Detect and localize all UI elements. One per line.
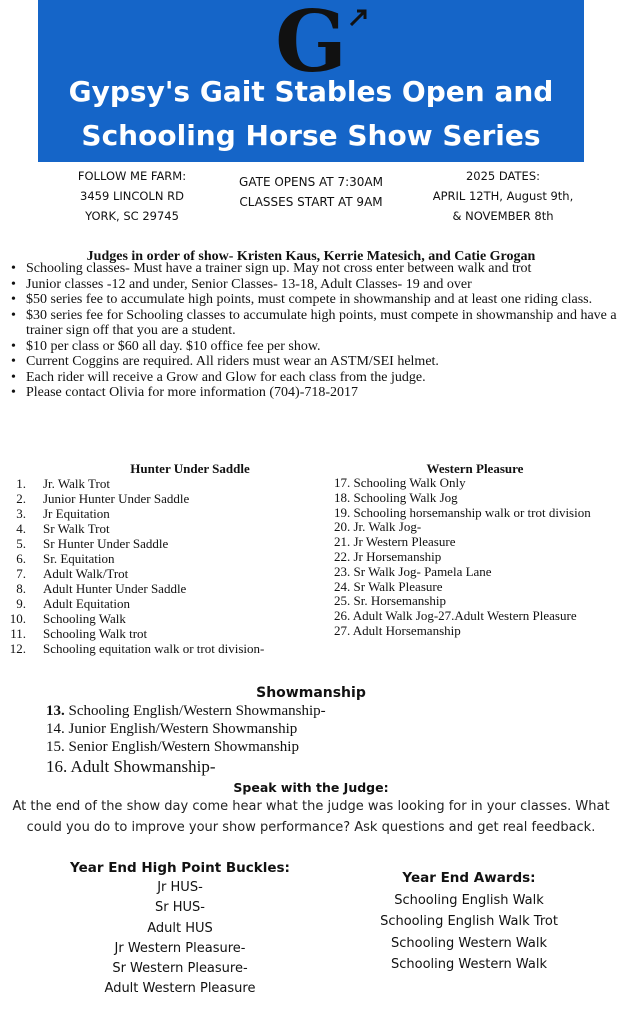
class-number: 10. bbox=[9, 611, 26, 626]
rule-item: • Please contact Olivia for more information (704)-718-2017 bbox=[10, 385, 618, 401]
logo-arrow-icon bbox=[350, 8, 368, 26]
class-name: Junior Hunter Under Saddle bbox=[43, 491, 190, 506]
class-item bbox=[8, 641, 328, 656]
class-item bbox=[8, 611, 328, 626]
buckle-item: Sr Western Pleasure- bbox=[112, 961, 248, 977]
class-item: 27. Adult Horsemanship bbox=[334, 622, 461, 638]
times-info bbox=[222, 172, 400, 212]
speak-title: Speak with the Judge: bbox=[233, 780, 389, 795]
class-name: Sr Walk Trot bbox=[43, 521, 110, 536]
class-name: Schooling Walk trot bbox=[43, 626, 148, 641]
class-name: Adult Hunter Under Saddle bbox=[43, 581, 187, 596]
class-number: 2. bbox=[16, 491, 26, 506]
buckle-item: Adult Western Pleasure bbox=[104, 981, 256, 997]
awards-section bbox=[362, 868, 576, 976]
rules-list bbox=[10, 261, 618, 401]
class-number: 1. bbox=[16, 476, 26, 491]
times-line-1: GATE OPENS AT 7:30AM bbox=[239, 175, 383, 189]
award-item: Schooling English Walk Trot bbox=[380, 914, 558, 929]
buckle-item: Sr HUS- bbox=[155, 900, 205, 916]
class-number: 5. bbox=[16, 536, 26, 551]
award-item: Schooling Western Walk bbox=[391, 935, 547, 951]
rule-item: • Each rider will receive a Grow and Glow for each class from the judge. bbox=[10, 370, 618, 386]
class-item bbox=[8, 506, 328, 521]
class-item: 25. Sr. Horsemanship bbox=[334, 593, 446, 609]
class-number: 7. bbox=[16, 566, 26, 581]
class-number: 6. bbox=[16, 551, 26, 566]
class-item: 24. Sr Walk Pleasure bbox=[334, 578, 443, 594]
award-item: Schooling English Walk bbox=[394, 892, 544, 908]
class-item bbox=[8, 626, 328, 641]
class-item: 15. Senior English/Western Showmanship bbox=[46, 739, 299, 755]
header-banner bbox=[38, 0, 584, 162]
hunter-class-list bbox=[8, 476, 328, 656]
class-item bbox=[8, 491, 328, 506]
dates-line-1: 2025 DATES: bbox=[465, 169, 540, 183]
dates-info bbox=[408, 166, 598, 226]
class-name: Schooling Walk bbox=[43, 611, 126, 626]
class-name: Schooling equitation walk or trot division- bbox=[43, 641, 265, 656]
rule-item: • Current Coggins are required. All riders must wear an ASTM/SEI helmet. bbox=[10, 354, 618, 370]
class-item: 19. Schooling horsemanship walk or trot division bbox=[334, 504, 591, 520]
showmanship-list bbox=[46, 702, 486, 778]
class-item bbox=[8, 536, 328, 551]
rule-item: • $30 series fee for Schooling classes to accumulate high points, must compete in showmanship and have a trainer sign off that you are a student. bbox=[10, 308, 618, 339]
western-class-list bbox=[334, 476, 619, 639]
class-item: 23. Sr Walk Jog- Pamela Lane bbox=[334, 563, 492, 579]
venue-line-2: 3459 LINCOLN RD bbox=[80, 189, 184, 203]
venue-line-1: FOLLOW ME FARM: bbox=[77, 169, 187, 183]
venue-line-3: YORK, SC 29745 bbox=[85, 209, 179, 223]
class-number: 9. bbox=[16, 596, 26, 611]
class-item: 22. Jr Horsemanship bbox=[334, 548, 442, 564]
class-item bbox=[8, 596, 328, 611]
buckle-item: Jr Western Pleasure- bbox=[114, 940, 246, 956]
class-number: 4. bbox=[16, 521, 26, 536]
rule-item: • $50 series fee to accumulate high points, must compete in showmanship and at least one riding class. bbox=[10, 292, 618, 308]
awards-title: Year End Awards: bbox=[402, 870, 536, 886]
class-name: Adult Walk/Trot bbox=[43, 566, 129, 581]
class-item bbox=[8, 581, 328, 596]
showmanship-title: Showmanship bbox=[256, 685, 366, 701]
buckle-item: Jr HUS- bbox=[157, 880, 203, 896]
dates-line-3: & NOVEMBER 8th bbox=[452, 209, 554, 223]
class-item bbox=[46, 702, 486, 720]
class-number: 3. bbox=[16, 506, 26, 521]
class-name: Jr. Walk Trot bbox=[43, 476, 110, 491]
class-name: Jr Equitation bbox=[43, 506, 110, 521]
class-item: 14. Junior English/Western Showmanship bbox=[46, 721, 298, 737]
class-name: Adult Equitation bbox=[43, 596, 131, 611]
judges-heading: Judges in order of show- Kristen Kaus, Kerrie Matesich, and Catie Grogan bbox=[86, 249, 536, 264]
rule-item: • $10 per class or $60 all day. $10 office fee per show. bbox=[10, 339, 618, 355]
rule-item: • Junior classes -12 and under, Senior Classes- 13-18, Adult Classes- 19 and over bbox=[10, 277, 618, 293]
class-name: Schooling English/Western Showmanship- bbox=[68, 703, 326, 719]
buckle-item: Adult HUS bbox=[147, 920, 213, 936]
class-item: 18. Schooling Walk Jog bbox=[334, 489, 458, 505]
logo-letter: G bbox=[275, 0, 347, 91]
class-number: 8. bbox=[16, 581, 26, 596]
class-item bbox=[8, 476, 328, 491]
buckles-title: Year End High Point Buckles: bbox=[70, 860, 290, 876]
class-item: 16. Adult Showmanship- bbox=[46, 757, 216, 776]
class-name: Sr Hunter Under Saddle bbox=[43, 536, 169, 551]
western-title: Western Pleasure bbox=[426, 461, 524, 476]
buckles-section bbox=[70, 858, 290, 999]
class-item bbox=[8, 551, 328, 566]
class-item: 26. Adult Walk Jog-27.Adult Western Pleasure bbox=[334, 608, 577, 624]
times-line-2: CLASSES START AT 9AM bbox=[239, 195, 383, 209]
title-line-1: Gypsy's Gait Stables Open and bbox=[68, 75, 554, 108]
speak-text: At the end of the show day come hear what the judge was looking for in your classes. What could you do to improve your show performance? Ask questions and get real feedback. bbox=[12, 799, 610, 835]
dates-line-2: APRIL 12TH, August 9th, bbox=[432, 189, 574, 203]
class-number: 12. bbox=[9, 641, 26, 656]
class-name: Sr. Equitation bbox=[43, 551, 115, 566]
class-item: 21. Jr Western Pleasure bbox=[334, 534, 456, 550]
hunter-title: Hunter Under Saddle bbox=[130, 461, 250, 476]
class-number: 13. bbox=[46, 703, 65, 719]
class-number: 11. bbox=[10, 626, 26, 641]
title-line-2: Schooling Horse Show Series bbox=[81, 119, 541, 152]
page-title bbox=[38, 70, 584, 158]
award-item: Schooling Western Walk bbox=[391, 957, 547, 972]
class-item bbox=[8, 566, 328, 581]
class-item: 17. Schooling Walk Only bbox=[334, 475, 466, 490]
class-item: 20. Jr. Walk Jog- bbox=[334, 519, 422, 535]
class-item bbox=[8, 521, 328, 536]
venue-info bbox=[62, 166, 202, 226]
rule-item: • Schooling classes- Must have a trainer sign up. May not cross enter between walk and trot bbox=[10, 261, 618, 277]
